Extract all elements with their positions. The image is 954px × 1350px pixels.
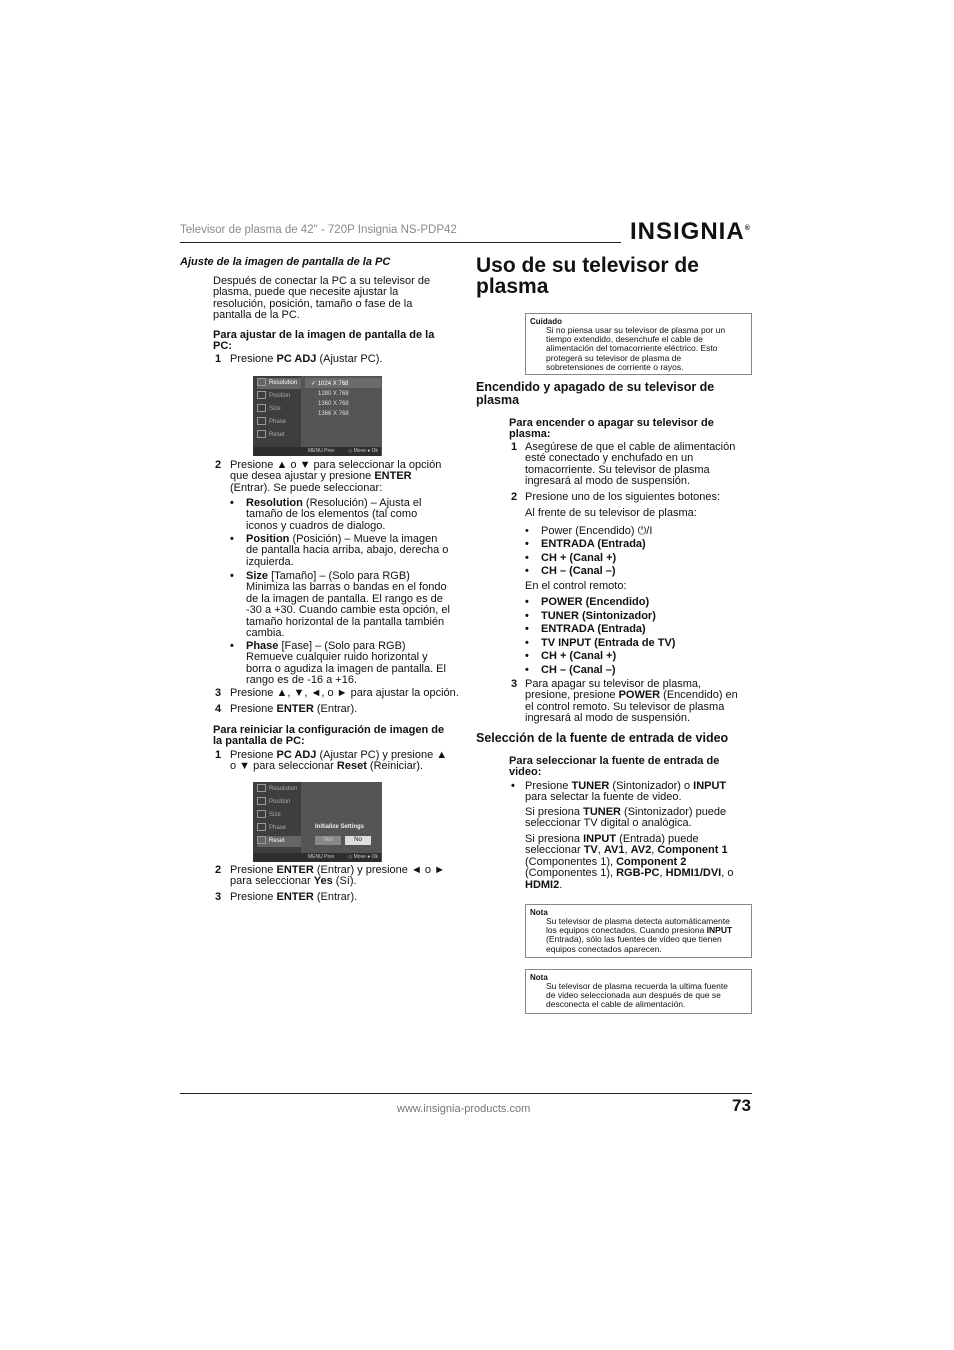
remote-item: CH + (Canal +)	[541, 650, 617, 662]
note-label: Nota	[530, 908, 548, 917]
bullet-position: Position (Posición) – Mueve la imagen de pantalla hacia arriba, abajo, derecha o izquierda.	[246, 533, 449, 568]
no-option: No	[345, 836, 371, 845]
step-number: 1	[215, 749, 222, 761]
subheading-source: Para seleccionar la fuente de entrada de video:	[509, 755, 720, 779]
reset-step-3-text: Presione ENTER (Entrar).	[230, 891, 358, 903]
bullet: •	[230, 533, 234, 545]
tuner-paragraph: Si presiona TUNER (Sintonizador) puede seleccionar TV digital o analógica.	[525, 806, 727, 830]
step-3-text: Presione ▲, ▼, ◄, o ► para ajustar la opción.	[230, 687, 459, 699]
menu-item: Reset	[257, 430, 301, 441]
remote-item: TUNER (Sintonizador)	[541, 610, 656, 622]
menu-item: Resolution	[257, 784, 301, 795]
front-panel-label: Al frente de su televisor de plasma:	[525, 507, 697, 519]
menu-item: Resolution	[257, 378, 301, 389]
menu-footer-bar: MENU Prev ◇ Move ● Ok	[253, 853, 381, 862]
step-number: 4	[215, 703, 222, 715]
power-step-3-text: Para apagar su televisor de plasma, presione, presione POWER (Encendido) en el control remoto. Su televisor de plasma ingresará al modo de suspensión.	[525, 678, 738, 725]
yes-option: Yes	[315, 836, 341, 845]
step-4-text: Presione ENTER (Entrar).	[230, 703, 358, 715]
step-number: 1	[215, 353, 222, 365]
resolution-option: 1280 X 768	[318, 391, 349, 397]
note-text: Su televisor de plasma detecta automáticamente los equipos conectados. Cuando presiona INPUT (Entrada), sólo las fuentes de video que tienen equipos conectados aparecen.	[546, 916, 733, 954]
section-heading: Ajuste de la imagen de pantalla de la PC	[180, 256, 391, 268]
reset-step-2-text: Presione ENTER (Entrar) y presione ◄ o ► para seleccionar Yes (Sí).	[230, 864, 445, 888]
remote-item: TV INPUT (Entrada de TV)	[541, 637, 676, 649]
caution-box	[525, 313, 752, 375]
step-1-text: Presione PC ADJ (Ajustar PC).	[230, 353, 383, 365]
caution-text: Si no piensa usar su televisor de plasma por un tiempo extendido, desenchufe el cable de alimentación del tomacorriente eléctrico. Esto protegerá su televisor de plasma de sobretensiones de corriente o rayos.	[546, 325, 726, 372]
bullet: •	[230, 570, 234, 582]
menu-item: Phase	[257, 417, 301, 428]
source-bullet-text: Presione TUNER (Sintonizador) o INPUT para selectar la fuente de video.	[525, 780, 727, 804]
remote-label: En el control remoto:	[525, 580, 627, 592]
running-header: Televisor de plasma de 42" - 720P Insignia NS-PDP42	[180, 224, 457, 236]
front-item: Power (Encendido) ⏻/I	[541, 525, 653, 537]
heading-power: Encendido y apagado de su televisor de plasma	[476, 380, 715, 407]
input-paragraph: Si presiona INPUT (Entrada) puede seleccionar TV, AV1, AV2, Component 1 (Componentes 1), Component 2 (Componentes 1), RGB-PC, HDMI1/DVI, o HDMI2.	[525, 833, 734, 891]
step-number: 3	[511, 678, 518, 690]
menu-item: Size	[257, 810, 301, 821]
power-step-1-text: Asegúrese de que el cable de alimentación esté conectado y enchufado en un tomacorriente. Su televisor de plasma ingresará al modo de suspensión.	[525, 441, 736, 488]
resolution-option: ✓ 1024 X 768	[311, 381, 349, 387]
menu-item: Phase	[257, 823, 301, 834]
front-item: ENTRADA (Entrada)	[541, 538, 646, 550]
menu-item: Position	[257, 391, 301, 402]
bullet-phase: Phase [Fase] – (Solo para RGB) Remueve cualquier ruido horizontal y borra o agudiza la imagen de pantalla. El rango es de -16 a +16.	[246, 640, 446, 687]
page-number: 73	[732, 1096, 751, 1115]
heading-source: Selección de la fuente de entrada de video	[476, 731, 729, 745]
menu-item: Position	[257, 797, 301, 808]
step-number: 1	[511, 441, 518, 453]
bullet-resolution: Resolution (Resolución) – Ajusta el tamaño de los elementos (tal como iconos y cuadros de dialogo.	[246, 497, 422, 532]
intro-paragraph: Después de conectar la PC a su televisor de plasma, puede que necesite ajustar la resolución, posición, tamaño o fase de la pantalla de la PC.	[213, 275, 431, 322]
dialog-title: Initialize Settings	[315, 824, 365, 830]
subheading-power: Para encender o apagar su televisor de plasma:	[509, 417, 714, 441]
caution-label: Cuidado	[530, 317, 562, 326]
front-item: CH + (Canal +)	[541, 552, 617, 564]
reset-step-1-text: Presione PC ADJ (Ajustar PC) y presione ▲ o ▼ para seleccionar Reset (Reiniciar).	[230, 749, 448, 773]
note-box-2	[525, 969, 752, 1014]
remote-item: POWER (Encendido)	[541, 596, 650, 608]
step-number: 2	[215, 864, 222, 876]
note-text: Su televisor de plasma recuerda la ultima fuente de video seleccionada aun después de que se desconecta el cable de alimentación.	[546, 981, 728, 1010]
resolution-option: 1360 X 768	[318, 401, 349, 407]
step-number: 3	[215, 687, 222, 699]
menu-item: Reset	[257, 836, 301, 847]
front-item: CH – (Canal –)	[541, 565, 616, 577]
subheading-reset: Para reiniciar la configuración de imagen de la pantalla de PC:	[213, 724, 445, 748]
page-title: Uso de su televisor de plasma	[476, 254, 699, 298]
step-number: 2	[511, 491, 518, 503]
power-step-2-text: Presione uno de los siguientes botones:	[525, 491, 721, 503]
insignia-logo: INSIGNIA®	[630, 218, 751, 245]
step-number: 3	[215, 891, 222, 903]
right-column: Uso de su televisor de plasma Cuidado Si no piensa usar su televisor de plasma por un tiempo extendido, desenchufe el cable de alimentación del tomacorriente eléctrico. Esto protegerá su televisor de plasma de sobretensiones de corriente o rayos. Encendido y apagado de su televisor de plasma Para encender o apagar su televisor de plasma: 1 Asegúrese de que el cable de alimentación esté conectado y enchufado en un tomacorriente. Su televisor de plasma ingresará al modo de suspensión. 2 Presione uno de los siguientes botones: Al frente de su televisor de plasma: • Power (Encendido) ⏻/I • ENTRADA (Entrada) • CH + (Canal +) • CH – (Canal –) En el control remoto: • POWER (Encendido) • TUNER (Sintonizador) • ENTRADA (Entrada) • TV INPUT (Entrada de TV) • CH + (Canal +) • CH – (Canal –) 3 Para apagar su televisor de plasma, presione, presione POWER (Encendido) en el control remoto. Su televisor de plasma ingresará al modo de suspensión. Selección de la fuente de entrada de video Para seleccionar la fuente de entrada de video: • Presione TUNER (Sintonizador) o INPUT para selectar la fuente de video. Si presiona TUNER (Sintonizador) puede seleccionar TV digital o analógica. Si presiona INPUT (Entrada) puede seleccionar TV, AV1, AV2, Component 1 (Componentes 1), Component 2 (Componentes 1), RGB-PC, HDMI1/DVI, o HDMI2. Nota Su televisor de plasma detecta automáticamente los equipos conectados. Cuando presiona INPUT (Entrada), sólo las fuentes de video que tienen equipos conectados aparecen. Nota Su televisor de plasma recuerda la ultima fuente de video seleccionada aun después de que se desconecta el cable de alimentación.	[0, 0, 954, 1050]
bullet: •	[230, 497, 234, 509]
note-box-1	[525, 904, 752, 958]
footer-url: www.insignia-products.com	[397, 1103, 531, 1115]
bullet: •	[230, 640, 234, 652]
remote-item: ENTRADA (Entrada)	[541, 623, 646, 635]
subheading-adjust: Para ajustar de la imagen de pantalla de la PC:	[213, 329, 435, 353]
resolution-option: 1366 X 768	[318, 411, 349, 417]
step-2-text: Presione ▲ o ▼ para seleccionar la opción que desea ajustar y presione ENTER (Entrar). Se puede seleccionar:	[230, 459, 442, 494]
menu-footer-bar: MENU Prev ◇ Move ● Ok	[253, 447, 381, 456]
menu-item: Size	[257, 404, 301, 415]
remote-item: CH – (Canal –)	[541, 664, 616, 676]
step-number: 2	[215, 459, 222, 471]
footer-rule	[180, 1093, 752, 1094]
note-label: Nota	[530, 973, 548, 982]
bullet-size: Size [Tamaño] – (Solo para RGB) Minimiza las barras o bandas en el fondo de la imagen de pantalla. El rango es de -30 a +30. Cuando cambie esta opción, el tamaño horizontal de la pantalla también cambia.	[246, 570, 450, 640]
